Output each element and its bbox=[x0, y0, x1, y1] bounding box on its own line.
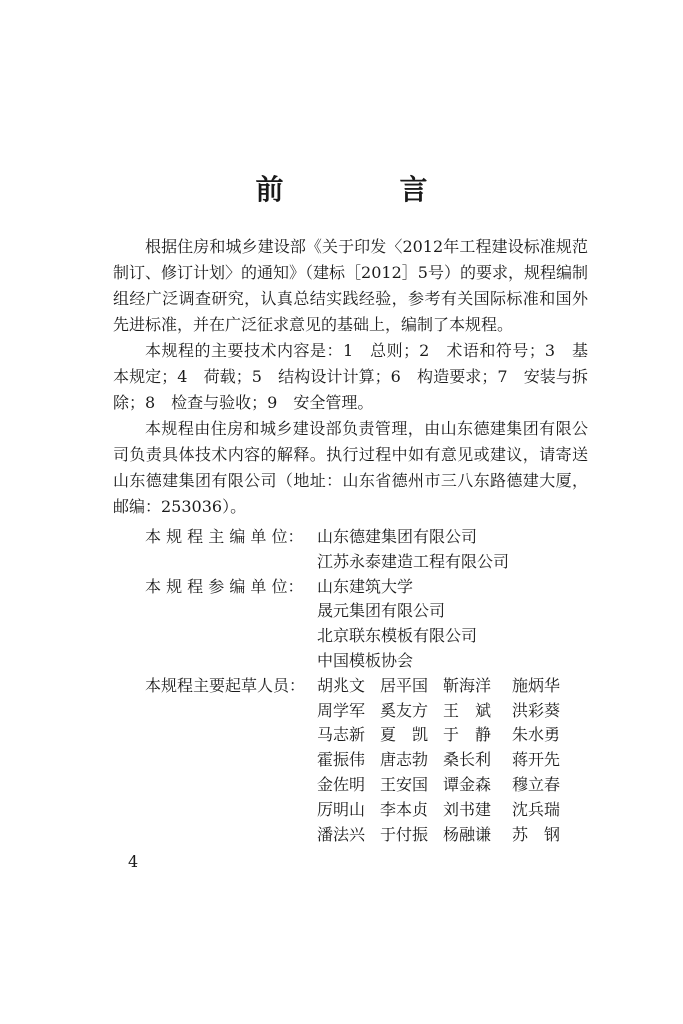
drafter-name: 蒋开先 bbox=[512, 750, 561, 770]
drafter-name: 苏 钢 bbox=[512, 824, 561, 844]
drafter-name: 居平国 bbox=[380, 675, 429, 695]
drafter-name: 霍振伟 bbox=[317, 750, 366, 770]
drafter-name: 洪彩葵 bbox=[512, 700, 561, 720]
drafter-name: 周学军 bbox=[317, 700, 366, 720]
drafter-name: 刘书建 bbox=[443, 799, 492, 819]
drafter-name: 沈兵瑞 bbox=[512, 799, 561, 819]
credits-section bbox=[113, 525, 588, 847]
drafter-name: 李本贞 bbox=[380, 799, 429, 819]
drafter-name: 靳海洋 bbox=[443, 675, 492, 695]
drafters-names bbox=[317, 674, 588, 848]
chief-editor-unit: 江苏永泰建造工程有限公司 bbox=[317, 551, 510, 571]
chief-editor-row bbox=[113, 525, 588, 575]
drafter-name: 杨融谦 bbox=[443, 824, 492, 844]
drafter-name: 王 斌 bbox=[443, 700, 492, 720]
participating-editor-row bbox=[113, 575, 588, 674]
drafter-name: 胡兆文 bbox=[317, 675, 366, 695]
drafter-name: 谭金森 bbox=[443, 774, 492, 794]
drafters-label: 本规程主要起草人员： bbox=[145, 675, 306, 695]
chief-editor-label: 本 规 程 主 编 单 位： bbox=[145, 527, 304, 546]
drafter-name: 夏 凯 bbox=[380, 725, 429, 745]
drafter-name: 厉明山 bbox=[317, 799, 366, 819]
drafter-name: 于 静 bbox=[443, 725, 492, 745]
drafter-name: 桑长利 bbox=[443, 750, 492, 770]
chief-editor-units bbox=[317, 525, 588, 575]
participating-editor-unit: 山东建筑大学 bbox=[317, 576, 414, 596]
drafter-name: 王安国 bbox=[380, 774, 429, 794]
drafter-name: 于付振 bbox=[380, 824, 429, 844]
page-number: 4 bbox=[128, 852, 139, 871]
drafter-name: 马志新 bbox=[317, 725, 366, 745]
participating-editor-units bbox=[317, 575, 588, 674]
drafter-name: 唐志勃 bbox=[380, 750, 429, 770]
chief-editor-unit: 山东德建集团有限公司 bbox=[317, 527, 478, 546]
preface-body bbox=[113, 234, 588, 520]
participating-editor-unit: 北京联东模板有限公司 bbox=[317, 626, 478, 646]
participating-editor-unit: 晟元集团有限公司 bbox=[317, 601, 446, 621]
drafter-name: 穆立春 bbox=[512, 774, 561, 794]
drafter-name: 潘法兴 bbox=[317, 824, 366, 844]
participating-editor-label: 本 规 程 参 编 单 位： bbox=[145, 576, 304, 596]
drafter-name: 金佐明 bbox=[317, 774, 366, 794]
participating-editor-unit: 中国模板协会 bbox=[317, 650, 414, 670]
paragraph-contents: 本规程的主要技术内容是：1 总则；2 术语和符号；3 基本规定；4 荷载；5 结构设计计算；6 构造要求；7 安装与拆除；8 检查与验收；9 安全管理。 bbox=[113, 341, 588, 412]
drafters-row bbox=[113, 674, 588, 848]
paragraph-background: 根据住房和城乡建设部《关于印发〈2012年工程建设标准规范制订、修订计划〉的通知》（建标［2012］5号）的要求，规程编制组经广泛调查研究，认真总结实践经验，参考有关国际标准和国外先进标准，并在广泛征求意见的基础上，编制了本规程。 bbox=[113, 237, 588, 334]
drafter-name: 奚友方 bbox=[380, 700, 429, 720]
paragraph-management: 本规程由住房和城乡建设部负责管理，由山东德建集团有限公司负责具体技术内容的解释。执行过程中如有意见或建议，请寄送山东德建集团有限公司（地址：山东省德州市三八东路德建大厦，邮编：253036）。 bbox=[113, 419, 588, 516]
page-title: 前 言 bbox=[255, 173, 472, 206]
drafter-name: 施炳华 bbox=[512, 675, 561, 695]
drafter-name: 朱水勇 bbox=[512, 725, 561, 745]
